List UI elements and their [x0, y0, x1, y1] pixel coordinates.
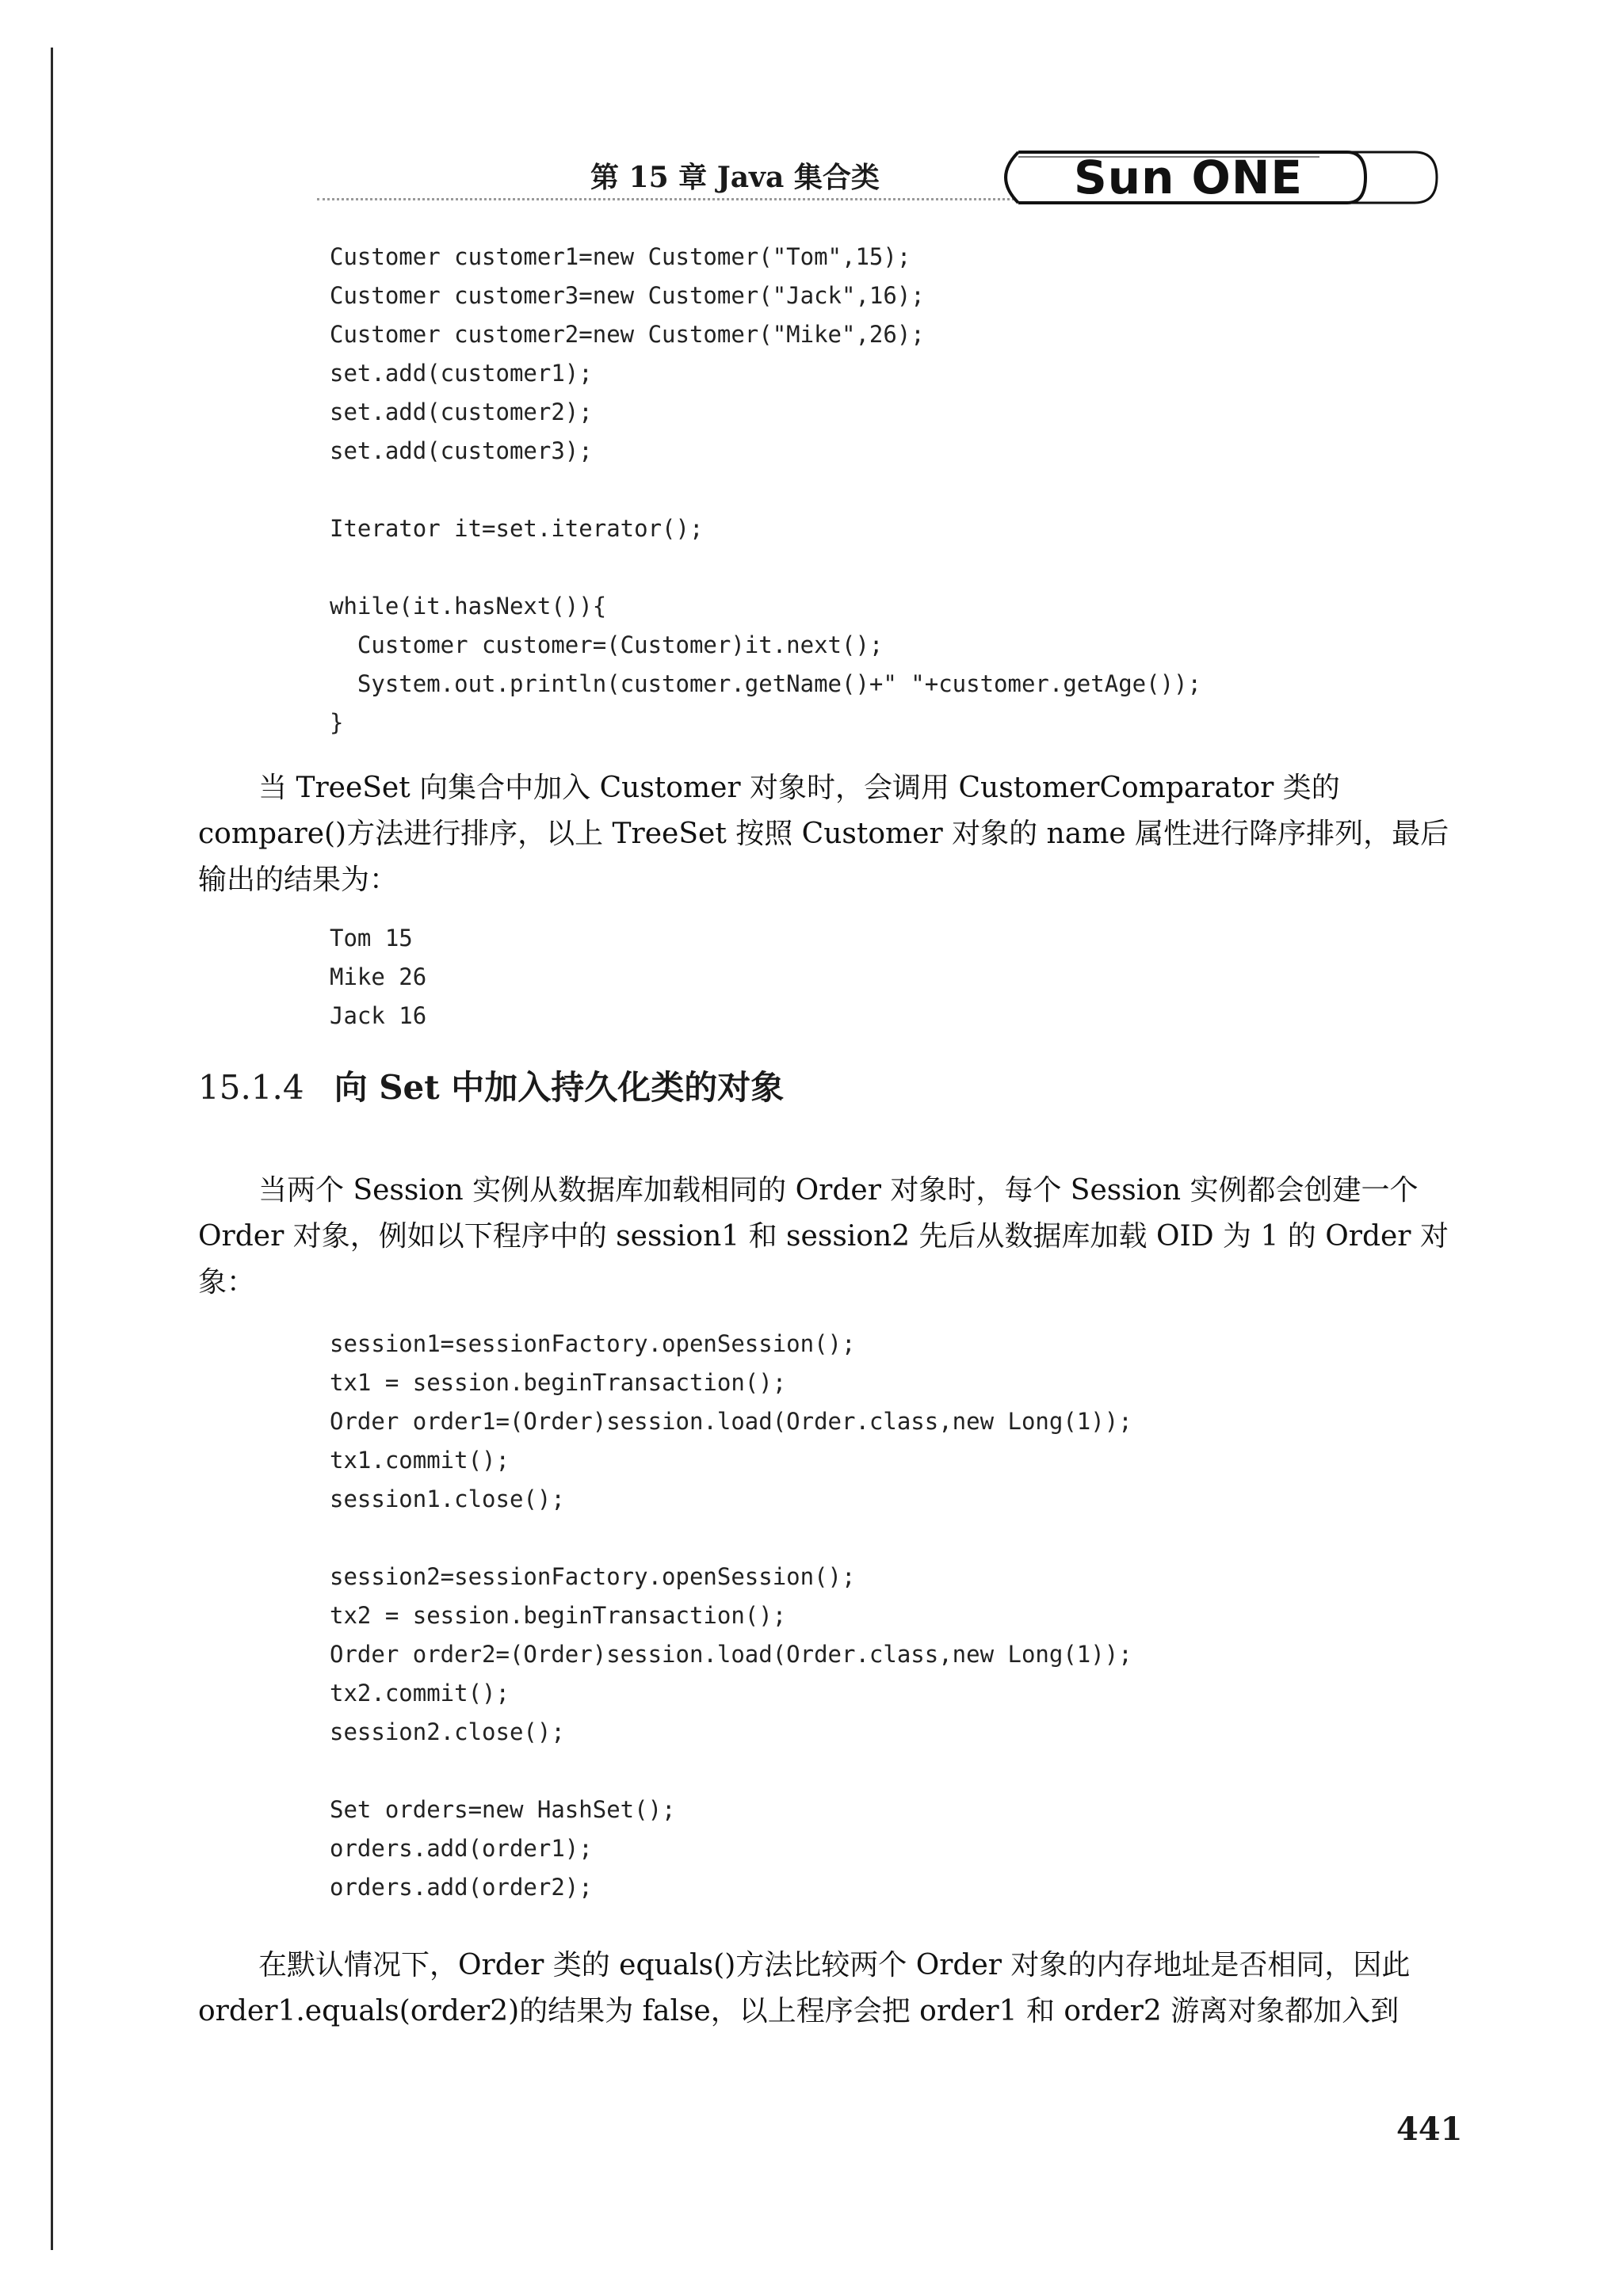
code-block-output: Tom 15 Mike 26 Jack 16	[330, 925, 427, 1029]
running-header	[0, 143, 1623, 230]
code-block-session: session1=sessionFactory.openSession(); tx1 = session.beginTransaction(); Order order1=(Order)session.load(Order.class,new Long(1)); tx1.commit(); session1.close(); session2=sessionFactory.openSession(); tx2 = session.beginTransaction(); Order order2=(Order)session.load(Order.class,new Long(1)); tx2.commit(); session2.close(); Set orders=new HashSet(); orders.add(order1); orders.add(order2);	[330, 1330, 1132, 1901]
code-block-treeset: Customer customer1=new Customer("Tom",15); Customer customer3=new Customer("Jack",16); Customer customer2=new Customer("Mike",26); set.add(customer1); set.add(customer2); set.add(customer3); Iterator it=set.iterator(); while(it.hasNext()){ Customer customer=(Customer)it.next(); System.out.println(customer.getName()+" "+customer.getAge()); }	[330, 243, 1201, 736]
section-heading	[198, 1062, 784, 1109]
section-number: 15.1.4	[198, 1068, 304, 1107]
header-rule	[317, 198, 1014, 204]
paragraph-equals: 在默认情况下，Order 类的 equals()方法比较两个 Order 对象的内存地址是否相同，因此 order1.equals(order2)的结果为 false，以上程序会把 order1 和 order2 游离对象都加入到	[198, 1949, 1411, 2027]
page-margin-line	[51, 48, 53, 2250]
section-title: 向 Set 中加入持久化类的对象	[334, 1068, 785, 1107]
sun-one-logo	[987, 146, 1438, 209]
paragraph-session: 当两个 Session 实例从数据库加载相同的 Order 对象时，每个 Session 实例都会创建一个 Order 对象，例如以下程序中的 session1 和 session2 先后从数据库加载 OID 为 1 的 Order 对象：	[198, 1174, 1449, 1299]
page-number: 441	[1396, 2111, 1463, 2148]
chapter-title: 第 15 章 Java 集合类	[590, 161, 880, 194]
logo-text: Sun ONE	[1074, 151, 1304, 204]
paragraph-treeset: 当 TreeSet 向集合中加入 Customer 对象时，会调用 CustomerComparator 类的 compare()方法进行排序，以上 TreeSet 按照 Customer 对象的 name 属性进行降序排列，最后输出的结果为：	[198, 772, 1449, 896]
